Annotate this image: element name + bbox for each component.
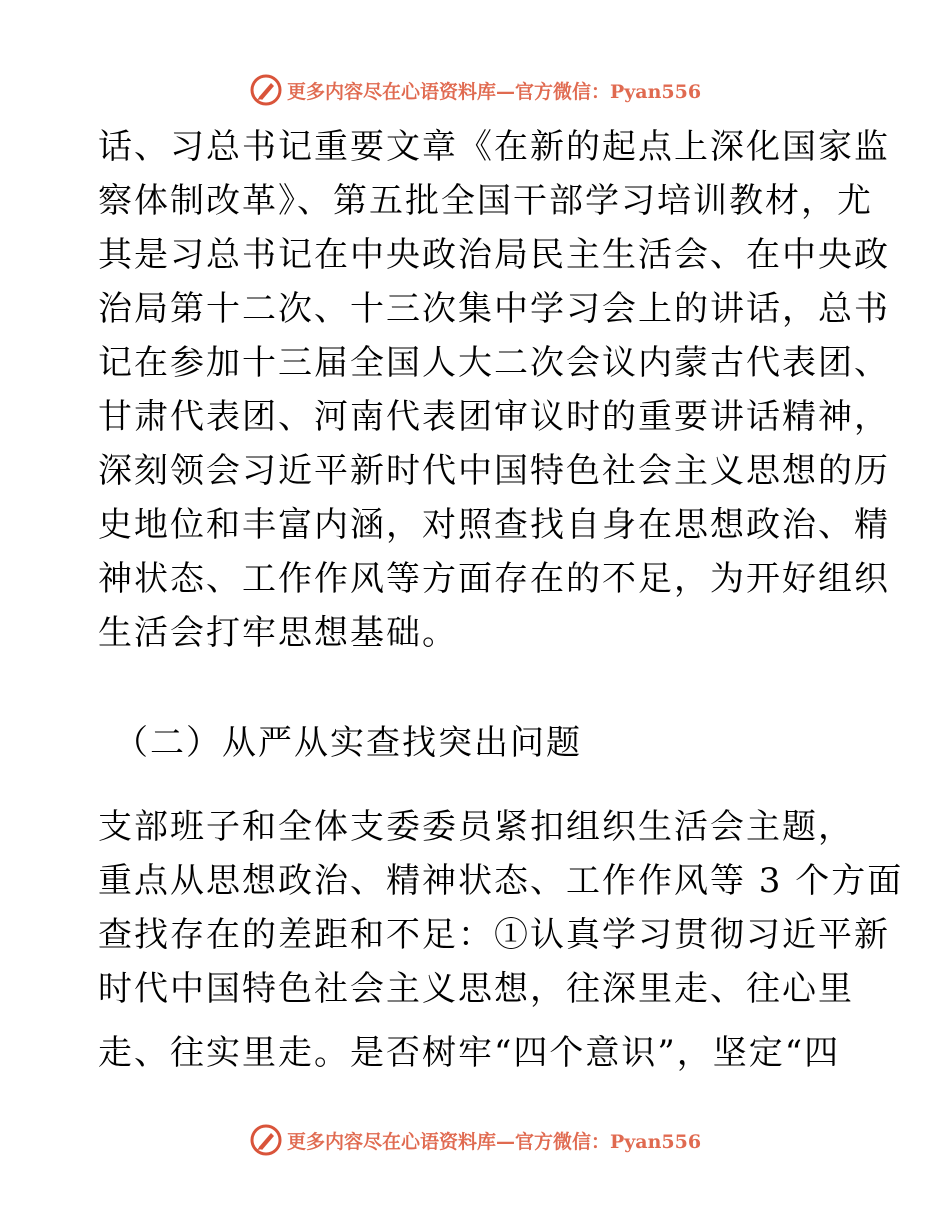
footer-watermark-text: 更多内容尽在心语资料库—官方微信：Pyan556 xyxy=(286,1130,702,1153)
body-line: 其是习总书记在中央政治局民主生活会、在中央政 xyxy=(98,235,890,275)
body-line: 话、习总书记重要文章《在新的起点上深化国家监 xyxy=(98,127,890,167)
body-line: 生活会打牢思想基础。 xyxy=(98,613,458,653)
section-heading: （二）从严从实查找突出问题 xyxy=(114,723,582,763)
header-watermark-banner xyxy=(0,70,950,110)
body-line: 深刻领会习近平新时代中国特色社会主义思想的历 xyxy=(98,451,890,491)
section-line: 时代中国特色社会主义思想，往深里走、往心里 xyxy=(98,969,854,1009)
section-line: 重点从思想政治、精神状态、工作作风等 3 个方面 xyxy=(98,861,904,901)
footer-watermark-banner xyxy=(0,1120,950,1160)
header-watermark-text: 更多内容尽在心语资料库—官方微信：Pyan556 xyxy=(286,80,702,103)
body-line: 察体制改革》、第五批全国干部学习培训教材，尤 xyxy=(98,181,873,221)
pen-nib-logo-icon xyxy=(249,1123,283,1157)
section-line: 支部班子和全体支委委员紧扣组织生活会主题， xyxy=(98,807,854,847)
section-line: 查找存在的差距和不足：①认真学习贯彻习近平新 xyxy=(98,915,890,955)
pen-nib-logo-icon xyxy=(249,73,283,107)
body-line: 甘肃代表团、河南代表团审议时的重要讲话精神， xyxy=(98,397,890,437)
body-line: 记在参加十三届全国人大二次会议内蒙古代表团、 xyxy=(98,343,890,383)
body-line: 神状态、工作作风等方面存在的不足，为开好组织 xyxy=(98,559,890,599)
body-line: 治局第十二次、十三次集中学习会上的讲话，总书 xyxy=(98,289,890,329)
body-line: 史地位和丰富内涵，对照查找自身在思想政治、精 xyxy=(98,505,890,545)
section-line: 走、往实里走。是否树牢“四个意识”，坚定“四 xyxy=(98,1033,841,1073)
